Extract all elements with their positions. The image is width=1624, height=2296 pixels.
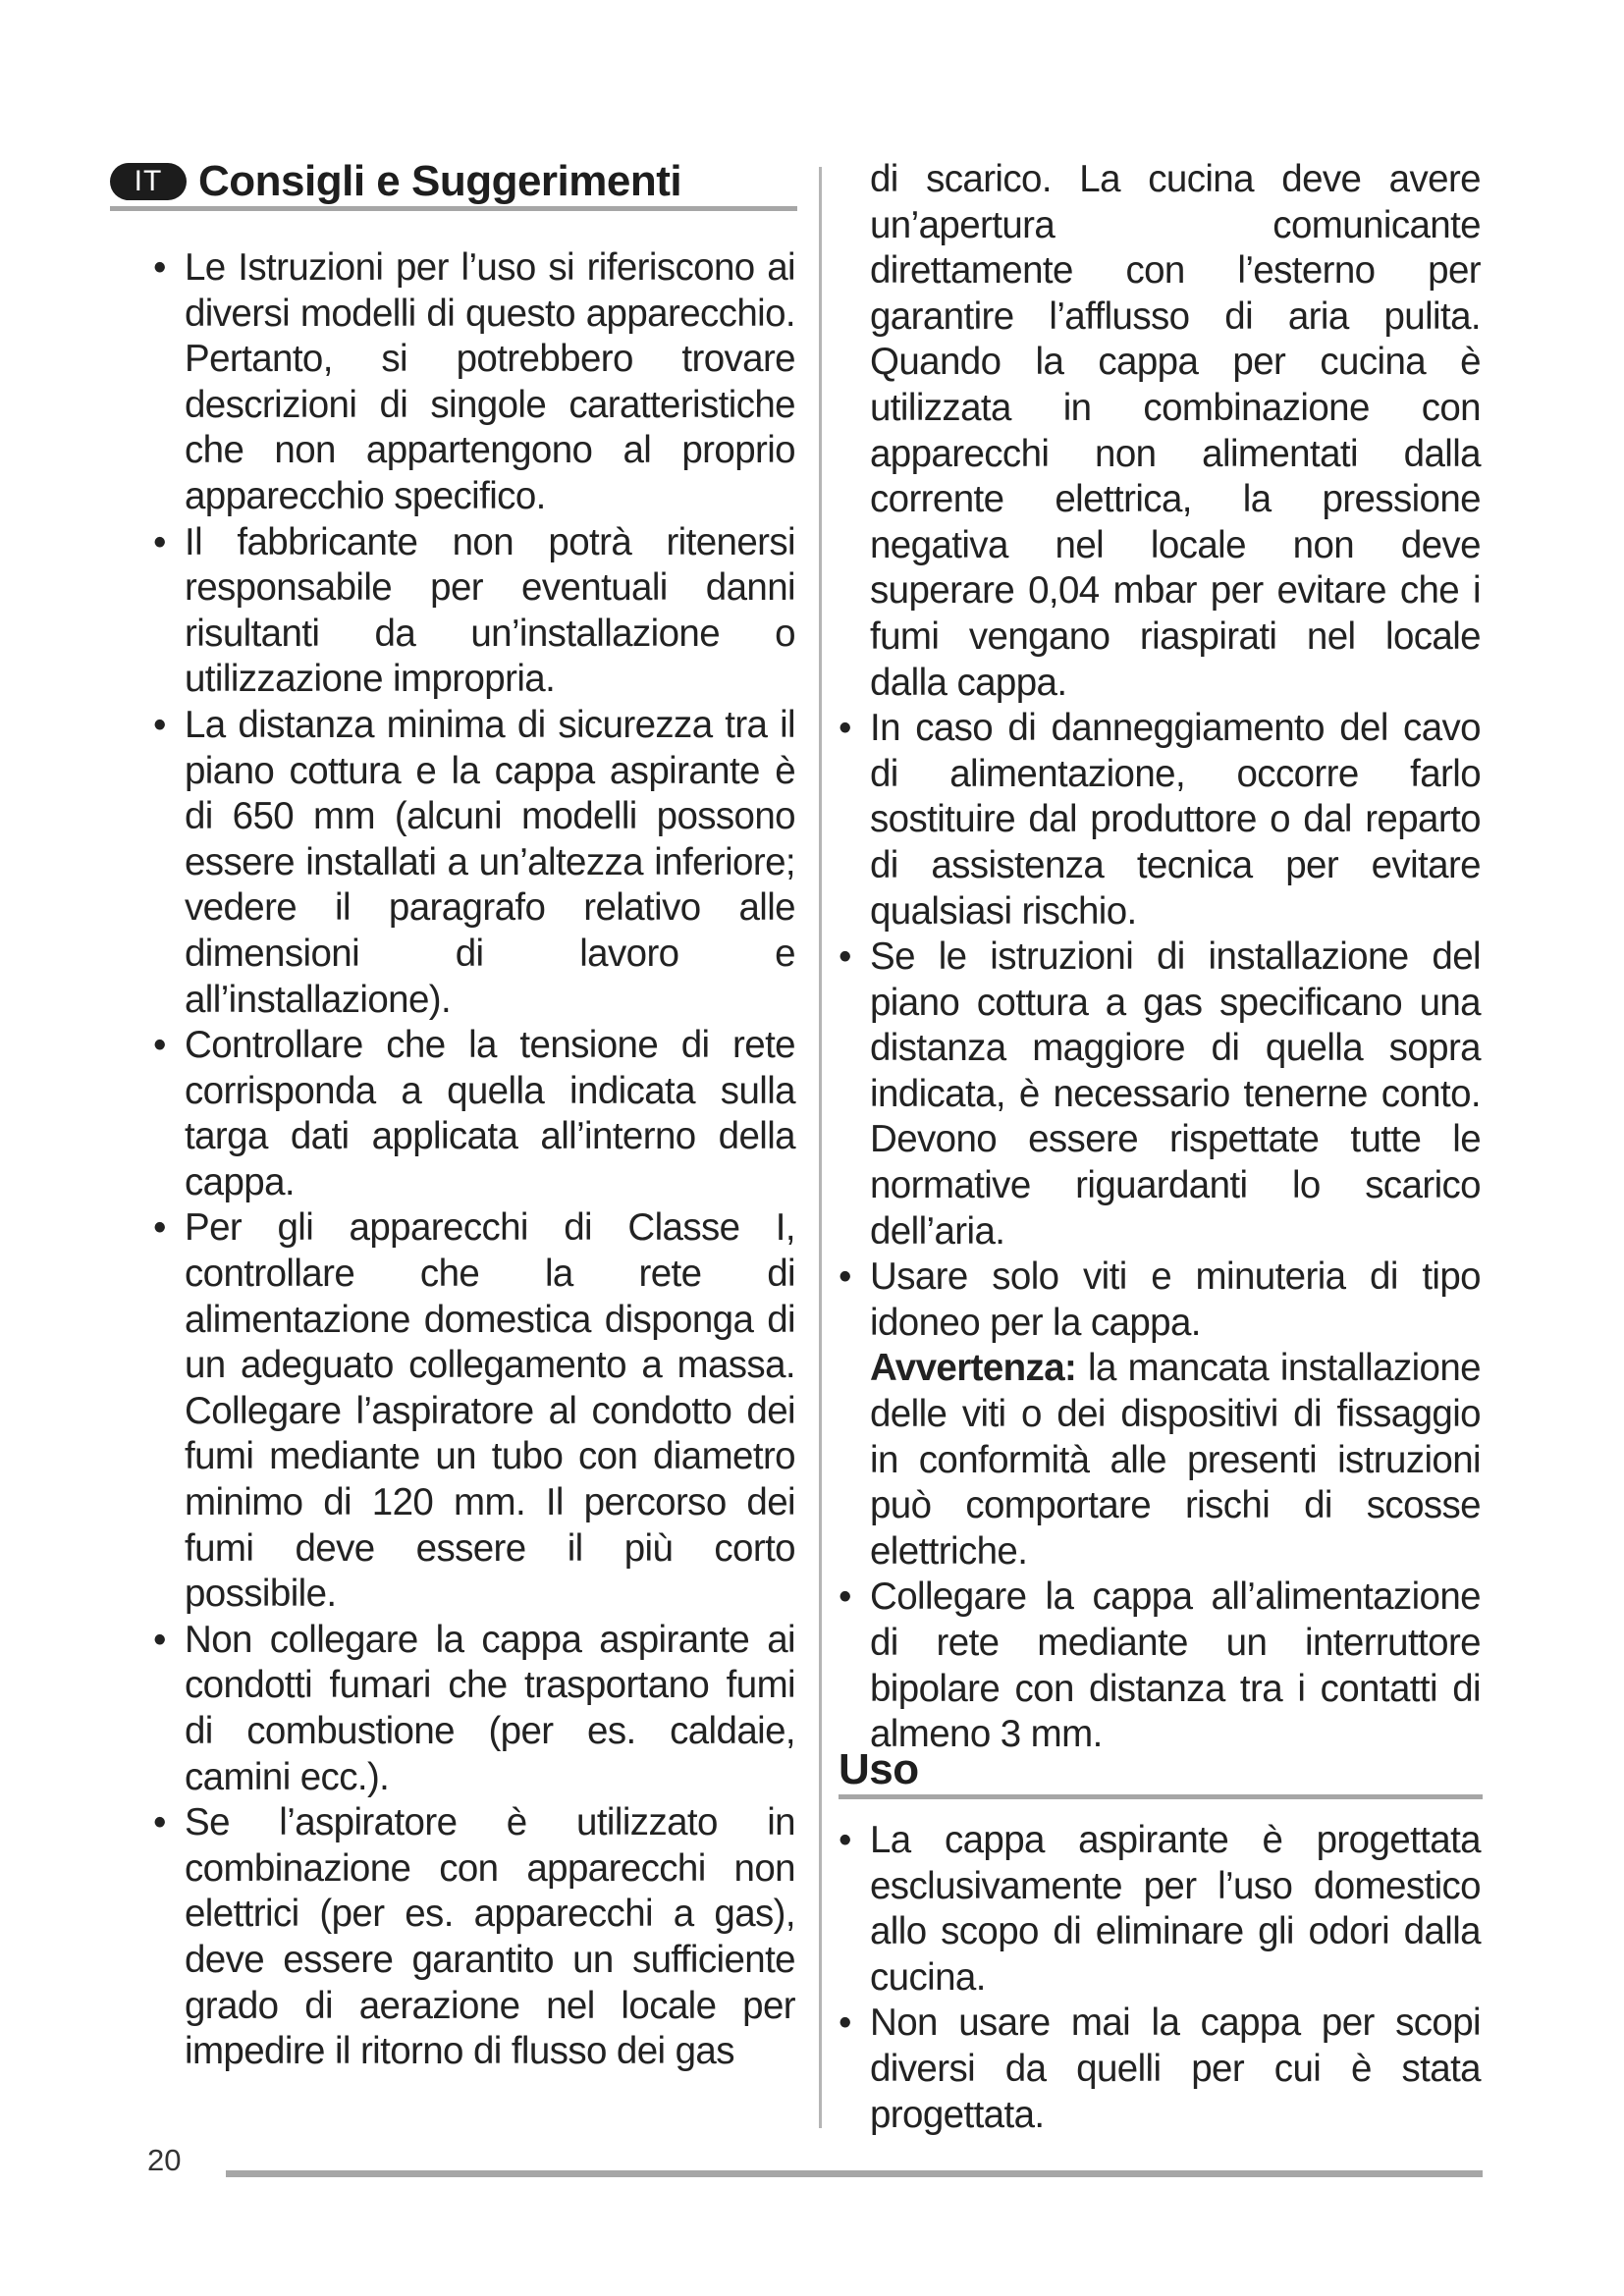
bullet: • — [839, 1575, 851, 1619]
bullet: • — [153, 520, 166, 563]
section-title: Consigli e Suggerimenti — [198, 157, 682, 205]
list-item — [833, 2001, 1481, 2138]
list-item — [147, 1618, 795, 1800]
bullet: • — [153, 703, 166, 746]
list-item — [833, 1575, 1481, 1757]
list-item — [147, 703, 795, 1023]
page-number: 20 — [147, 2143, 182, 2177]
footer-rule — [226, 2170, 1483, 2177]
uso-title: Uso — [839, 1745, 919, 1793]
list-item — [147, 1800, 795, 2075]
item-text: Controllare che la tensione di rete corrisponda a quella indicata sulla targa dati applicata all’interno della cappa. — [185, 1024, 795, 1203]
left-column — [147, 245, 795, 2075]
column-divider — [819, 167, 822, 2128]
bullet: • — [839, 935, 851, 979]
list-item — [147, 245, 795, 520]
item-text: Non usare mai la cappa per scopi diversi da quelli per cui è stata progettata. — [870, 2002, 1481, 2136]
bullet: • — [153, 1618, 166, 1661]
item-text: Se l’aspiratore è utilizzato in combinazione con apparecchi non elettrici (per es. apparecchi a gas), deve essere garantito un sufficiente grado di aerazione nel locale per impedire il ritorno di flusso dei gas — [185, 1801, 795, 2073]
uso-header — [839, 1745, 919, 1794]
item-text: Usare solo viti e minuteria di tipo idoneo per la cappa. — [870, 1255, 1481, 1344]
item-text: Per gli apparecchi di Classe I, controllare che la rete di alimentazione domestica disponga di un adeguato collegamento a massa. Collegare l’aspiratore al condotto dei fumi mediante un tubo con diametro minimo di 120 mm. Il percorso dei fumi deve essere il più corto possibile. — [185, 1206, 795, 1616]
list-item — [833, 1818, 1481, 2001]
section-title-rule — [110, 206, 797, 211]
list-item — [833, 706, 1481, 934]
uso-column — [833, 1818, 1481, 2138]
bullet: • — [153, 1801, 166, 1844]
item-text: Non collegare la cappa aspirante ai condotti fumari che trasportano fumi di combustione (per es. caldaie, camini ecc.). — [185, 1618, 795, 1798]
item-text: Il fabbricante non potrà ritenersi responsabile per eventuali danni risultanti da un’installazione o utilizzazione impropria. — [185, 520, 795, 701]
list-item — [833, 1255, 1481, 1346]
item-text: La distanza minima di sicurezza tra il piano cottura e la cappa aspirante è di 650 mm (alcuni modelli possono essere installati a un’altezza inferiore; vedere il paragrafo relativo alle dimensioni di lavoro e all’installazione). — [185, 703, 795, 1021]
bullet: • — [839, 707, 851, 750]
bullet: • — [153, 1024, 166, 1067]
language-badge: IT — [110, 163, 187, 200]
list-item — [147, 1205, 795, 1617]
list-item — [147, 520, 795, 703]
bullet: • — [153, 1206, 166, 1250]
item-text: Le Istruzioni per l’uso si riferiscono ai diversi modelli di questo apparecchio. Pertanto, si potrebbero trovare descrizioni di singole caratteristiche che non appartengono al proprio apparecchio specifico. — [185, 246, 795, 517]
warning-label: Avvertenza: — [870, 1347, 1077, 1390]
bullet: • — [839, 1819, 851, 1861]
item-text: In caso di danneggiamento del cavo di alimentazione, occorre farlo sostituire dal produttore o dal reparto di assistenza tecnica per evitare qualsiasi rischio. — [870, 707, 1481, 933]
bullet: • — [839, 2002, 851, 2045]
warning-note — [833, 1346, 1481, 1575]
item-text: La cappa aspirante è progettata esclusivamente per l’uso domestico allo scopo di eliminare gli odori dalla cucina. — [870, 1819, 1481, 1999]
list-item — [147, 1023, 795, 1205]
continuation-text: di scarico. La cucina deve avere un’apertura comunicante direttamente con l’esterno per garantire l’afflusso di aria pulita. Quando la cappa per cucina è utilizzata in combinazione con apparecchi non alimentati dalla corrente elettrica, la pressione negativa nel locale non deve superare 0,04 mbar per evitare che i fumi vengano riaspirati nel locale dalla cappa. — [870, 158, 1481, 704]
right-column — [833, 157, 1481, 1758]
bullet: • — [839, 1255, 851, 1299]
bullet: • — [153, 246, 166, 289]
warning-text: la mancata installazione delle viti o dei dispositivi di fissaggio in conformità alle presenti istruzioni può comportare rischi di scosse elettriche. — [870, 1347, 1481, 1573]
section-header — [110, 157, 681, 206]
list-item — [833, 934, 1481, 1255]
item-text: Collegare la cappa all’alimentazione di rete mediante un interruttore bipolare con distanza tra i contatti di almeno 3 mm. — [870, 1575, 1481, 1756]
uso-title-rule — [839, 1794, 1483, 1799]
item-text: Se le istruzioni di installazione del piano cottura a gas specificano una distanza maggiore di quella sopra indicata, è necessario tenerne conto. Devono essere rispettate tutte le normative riguardanti lo scarico dell’aria. — [870, 935, 1481, 1253]
